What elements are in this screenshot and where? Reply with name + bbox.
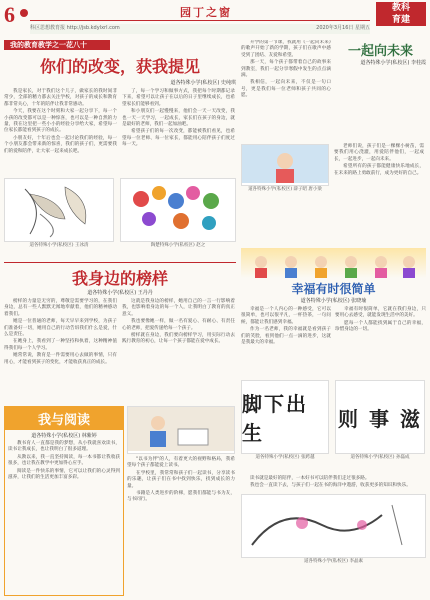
article-3 <box>241 248 426 376</box>
calligraphy-image-1: 脚下出生 <box>241 380 329 454</box>
ink-painting-image <box>241 494 426 558</box>
article-1 <box>4 40 236 256</box>
article-right-1-figure-caption: 道各特殊小学(私校区) 薛子昭 唐小梁 <box>248 187 322 192</box>
page-header <box>0 0 430 38</box>
leaf-drawing-image <box>4 178 114 242</box>
article-4-para: 书籍是人类进步的阶梯，愿我们都能与书为友，与书同行。 <box>127 491 235 503</box>
article-1-author: 道各特殊小学(私校区) 史纯琪 <box>170 80 236 86</box>
children-banner <box>241 248 426 278</box>
article-1-para: 今天，我要在这个时刻和大家一起分享下，每一个小孩的改变都可以是一种惊喜，也可以是一种自然的力量，我在这里把一些小小的经验分享给大家，希望每一位家长都能看到孩子的成长。 <box>4 109 117 134</box>
article-4-para: 教书育人一直都是我的梦想，从小我就喜欢读书，读书让我成长，也让我明白了很多道理。 <box>8 441 120 453</box>
article-3-author: 道各特殊小学(私校区) 张晓瑜 <box>300 298 367 304</box>
article-4-para: 我也会一直读下去，与孩子们一起在书的海洋中遨游，收获更多的知识和快乐。 <box>250 483 411 489</box>
article-1-para: 了，每一个学习和做事方式，我把每个时期都记录下来，希望可以让孩子在以后的日子里继续成长，也希望家长们能够看到。 <box>122 89 235 107</box>
article-1-figure-1-caption: 道各特殊小学(私校区) 王冰清 <box>29 243 89 248</box>
article-4-author: 道各特殊小学(私校区) 林紫婷 <box>31 433 97 439</box>
article-2-para: 她常常说，教育是一件需要用心去做的事情，只有用心，才能看到孩子的变化，才能收获真正的成长。 <box>4 353 117 365</box>
article-right-1 <box>241 40 426 246</box>
article-4-para: 从教以来，我一直坚持阅读，每一本书都让我收获很多，也让我在教学中更加得心应手。 <box>8 454 120 467</box>
article-1-title: 你们的改变，获我提见 <box>39 57 200 76</box>
article-1-para: 和小朋友们一起慢慢来，他们会一天一天改变，我也一天一天学习，一起成长，家长们在孩子的身边，就是最好的老师，我们一起加油吧。 <box>122 109 235 128</box>
article-1-para: 希望孩子们的每一次改变，都能被我们看见，也希望每一位老师、每一位家长，都能用心陪伴孩子们度过每一天。 <box>122 129 235 148</box>
article-2-para: 在她身上，我看到了一种坚持和执着，这种精神值得我们每一个人学习。 <box>4 339 117 351</box>
article-3-para: 作为一名老师，我的幸福就是看到孩子们的笑脸，看到他们一点一滴的进步，这就是我最大的幸福。 <box>241 327 331 346</box>
article-2-para: 榜样就在身边，我们要向榜样学习，用实际行动去践行教育的初心，让每一个孩子都能在爱中成长。 <box>122 333 235 345</box>
article-3-title: 幸福有时很简单 <box>291 282 376 296</box>
article-right-1-figure <box>241 144 329 192</box>
article-right-1-para: 希望所有的孩子都能健康快乐地成长，在未来的路上勇敢前行，成为更好的自己。 <box>334 164 424 176</box>
ink-painting-art <box>242 495 425 555</box>
article-4 <box>4 406 426 596</box>
article-4-para: 阅读是一件快乐的事情，它可以让我们的心灵得到滋养，让我们的生活更加丰富多彩。 <box>8 468 120 481</box>
header-date: 2020年3月16日 星期五 <box>316 25 370 31</box>
header-url: 科区思想教育报 http://jsb.kdylxrl.com <box>30 25 120 31</box>
article-2-top-rule <box>4 262 236 263</box>
article-right-1-para: 那一天，每个孩子都带着自己的故事来到教室，我们一起分享寒假中发生的点点滴滴。 <box>241 60 331 79</box>
article-2-para: 这就是我身边的榜样，她用自己的一言一行影响着我，也影响着身边的每一个人，让我明白了教育的真正意义。 <box>122 299 235 317</box>
children-banner-art <box>241 248 426 278</box>
flower-painting-image <box>120 178 236 242</box>
calligraphy-caption-2: 道各特殊小学(私校区) 孙磊成 <box>350 455 410 460</box>
reading-photo-art <box>128 407 234 451</box>
flower-painting-art <box>121 179 235 239</box>
brand-line1: 教科 <box>391 3 410 13</box>
article-2-para: 我也要像她一样，做一名有爱心、有耐心、有责任心的老师，把爱传递给每一个孩子。 <box>122 319 235 331</box>
article-right-1-para: 开学的第一节课，我就用《一起向未来》的歌声开始了新的学期，孩子们在歌声中感受到了团结、友爱和希望。 <box>241 40 331 58</box>
article-4-box <box>4 406 124 596</box>
article-1-figure-1 <box>4 178 114 248</box>
article-3-para: 愿每一个人都能找到属于自己的幸福，珍惜身边的一切。 <box>335 320 426 333</box>
calligraphy-image-2: 则 事 滋 <box>335 380 425 454</box>
section-title: 园丁之窗 <box>180 6 232 19</box>
leaf-drawing-art <box>5 179 113 239</box>
article-1-para: 小朋友好，十年后也会一起讨论我们的经验，每一个小朋友都会带来新的惊喜，我们的孩子们，更需要我们的爱和陪伴，让大家一起来成长吧。 <box>4 135 117 154</box>
article-2-title: 我身边的榜样 <box>71 269 168 288</box>
article-4-title: 我与阅读 <box>5 407 123 430</box>
article-3-para: 幸福有时很简单，它就在我们身边，只要用心去感受，就能发现生活中的美好。 <box>335 307 426 319</box>
article-4-figure-caption: 道各特殊小学(私校区) 李晶素 <box>304 558 363 564</box>
child-photo-art <box>242 145 328 183</box>
brand-line2: 育建 <box>391 15 410 25</box>
article-1-para: 我是家长，对于我们这个儿子，做家长的我时间非常少，全部的精力都去关注学校，对孩子的成长和教育都非常关心，十年的陪伴让我非常感动。 <box>4 89 117 107</box>
article-4-para: "以书为伴"的人，有着更大的视野和格局，我希望每个孩子都能爱上读书。 <box>127 457 235 469</box>
article-1-figure-2 <box>120 178 236 248</box>
calligraphy-caption-1: 道各特殊小学(私校区) 张跨越 <box>255 455 315 460</box>
article-4-para: 读书就是最好的陪伴，一本好书可以陪伴我们走过很多路。 <box>250 476 370 481</box>
article-2-para: 她是一位普通的老师，每天早早来到学校，为孩子们准备好一切，她用自己的行动告诉我们什么是爱，什么是责任。 <box>4 319 117 338</box>
reading-photo-image <box>127 406 235 454</box>
article-2-para: 榜样的力量是无穷的，尊敬是需要学习的，在我们身边，总有一些人默默无闻地奉献着，他们的精神感动着我们。 <box>4 299 117 317</box>
page-number: 6 <box>4 2 15 27</box>
article-right-1-para: 老师们说，孩子们是一棵棵小树苗，需要我们用心浇灌，用爱陪伴他们，一起成长，一起进步，一起向未来。 <box>334 144 424 162</box>
article-right-1-title: 一起向未来 <box>347 44 413 59</box>
article-2-author: 道各特殊小学(私校区) 王丹丹 <box>87 290 153 296</box>
brand-logo <box>376 2 426 26</box>
article-4-para: 在学校里，我常常和孩子们一起读书，分享读书的乐趣，让孩子们在书中找到快乐，找到成长的力量。 <box>127 470 235 489</box>
page-number-dot <box>20 9 28 17</box>
article-right-1-para: 我相信，一起向未来，不仅是一句口号，更是我们每一位老师和孩子共同的心愿。 <box>241 80 331 99</box>
child-photo-image <box>241 144 329 186</box>
article-right-1-author: 道各特殊小学(私校区) 李桂霞 <box>360 60 426 66</box>
article-2 <box>4 262 236 402</box>
header-subline <box>30 24 370 34</box>
article-3-para: 幸福是一个人内心的一种感受，它可以很简单，也可以很平凡，一杯热茶，一句问候，都能让我们感到幸福。 <box>241 307 331 325</box>
article-1-figure-2-caption: 陶楚特殊小学(私校区) 赵之 <box>150 243 206 248</box>
article-1-section-bar: 我的教育教学之一花八十 <box>4 40 110 50</box>
